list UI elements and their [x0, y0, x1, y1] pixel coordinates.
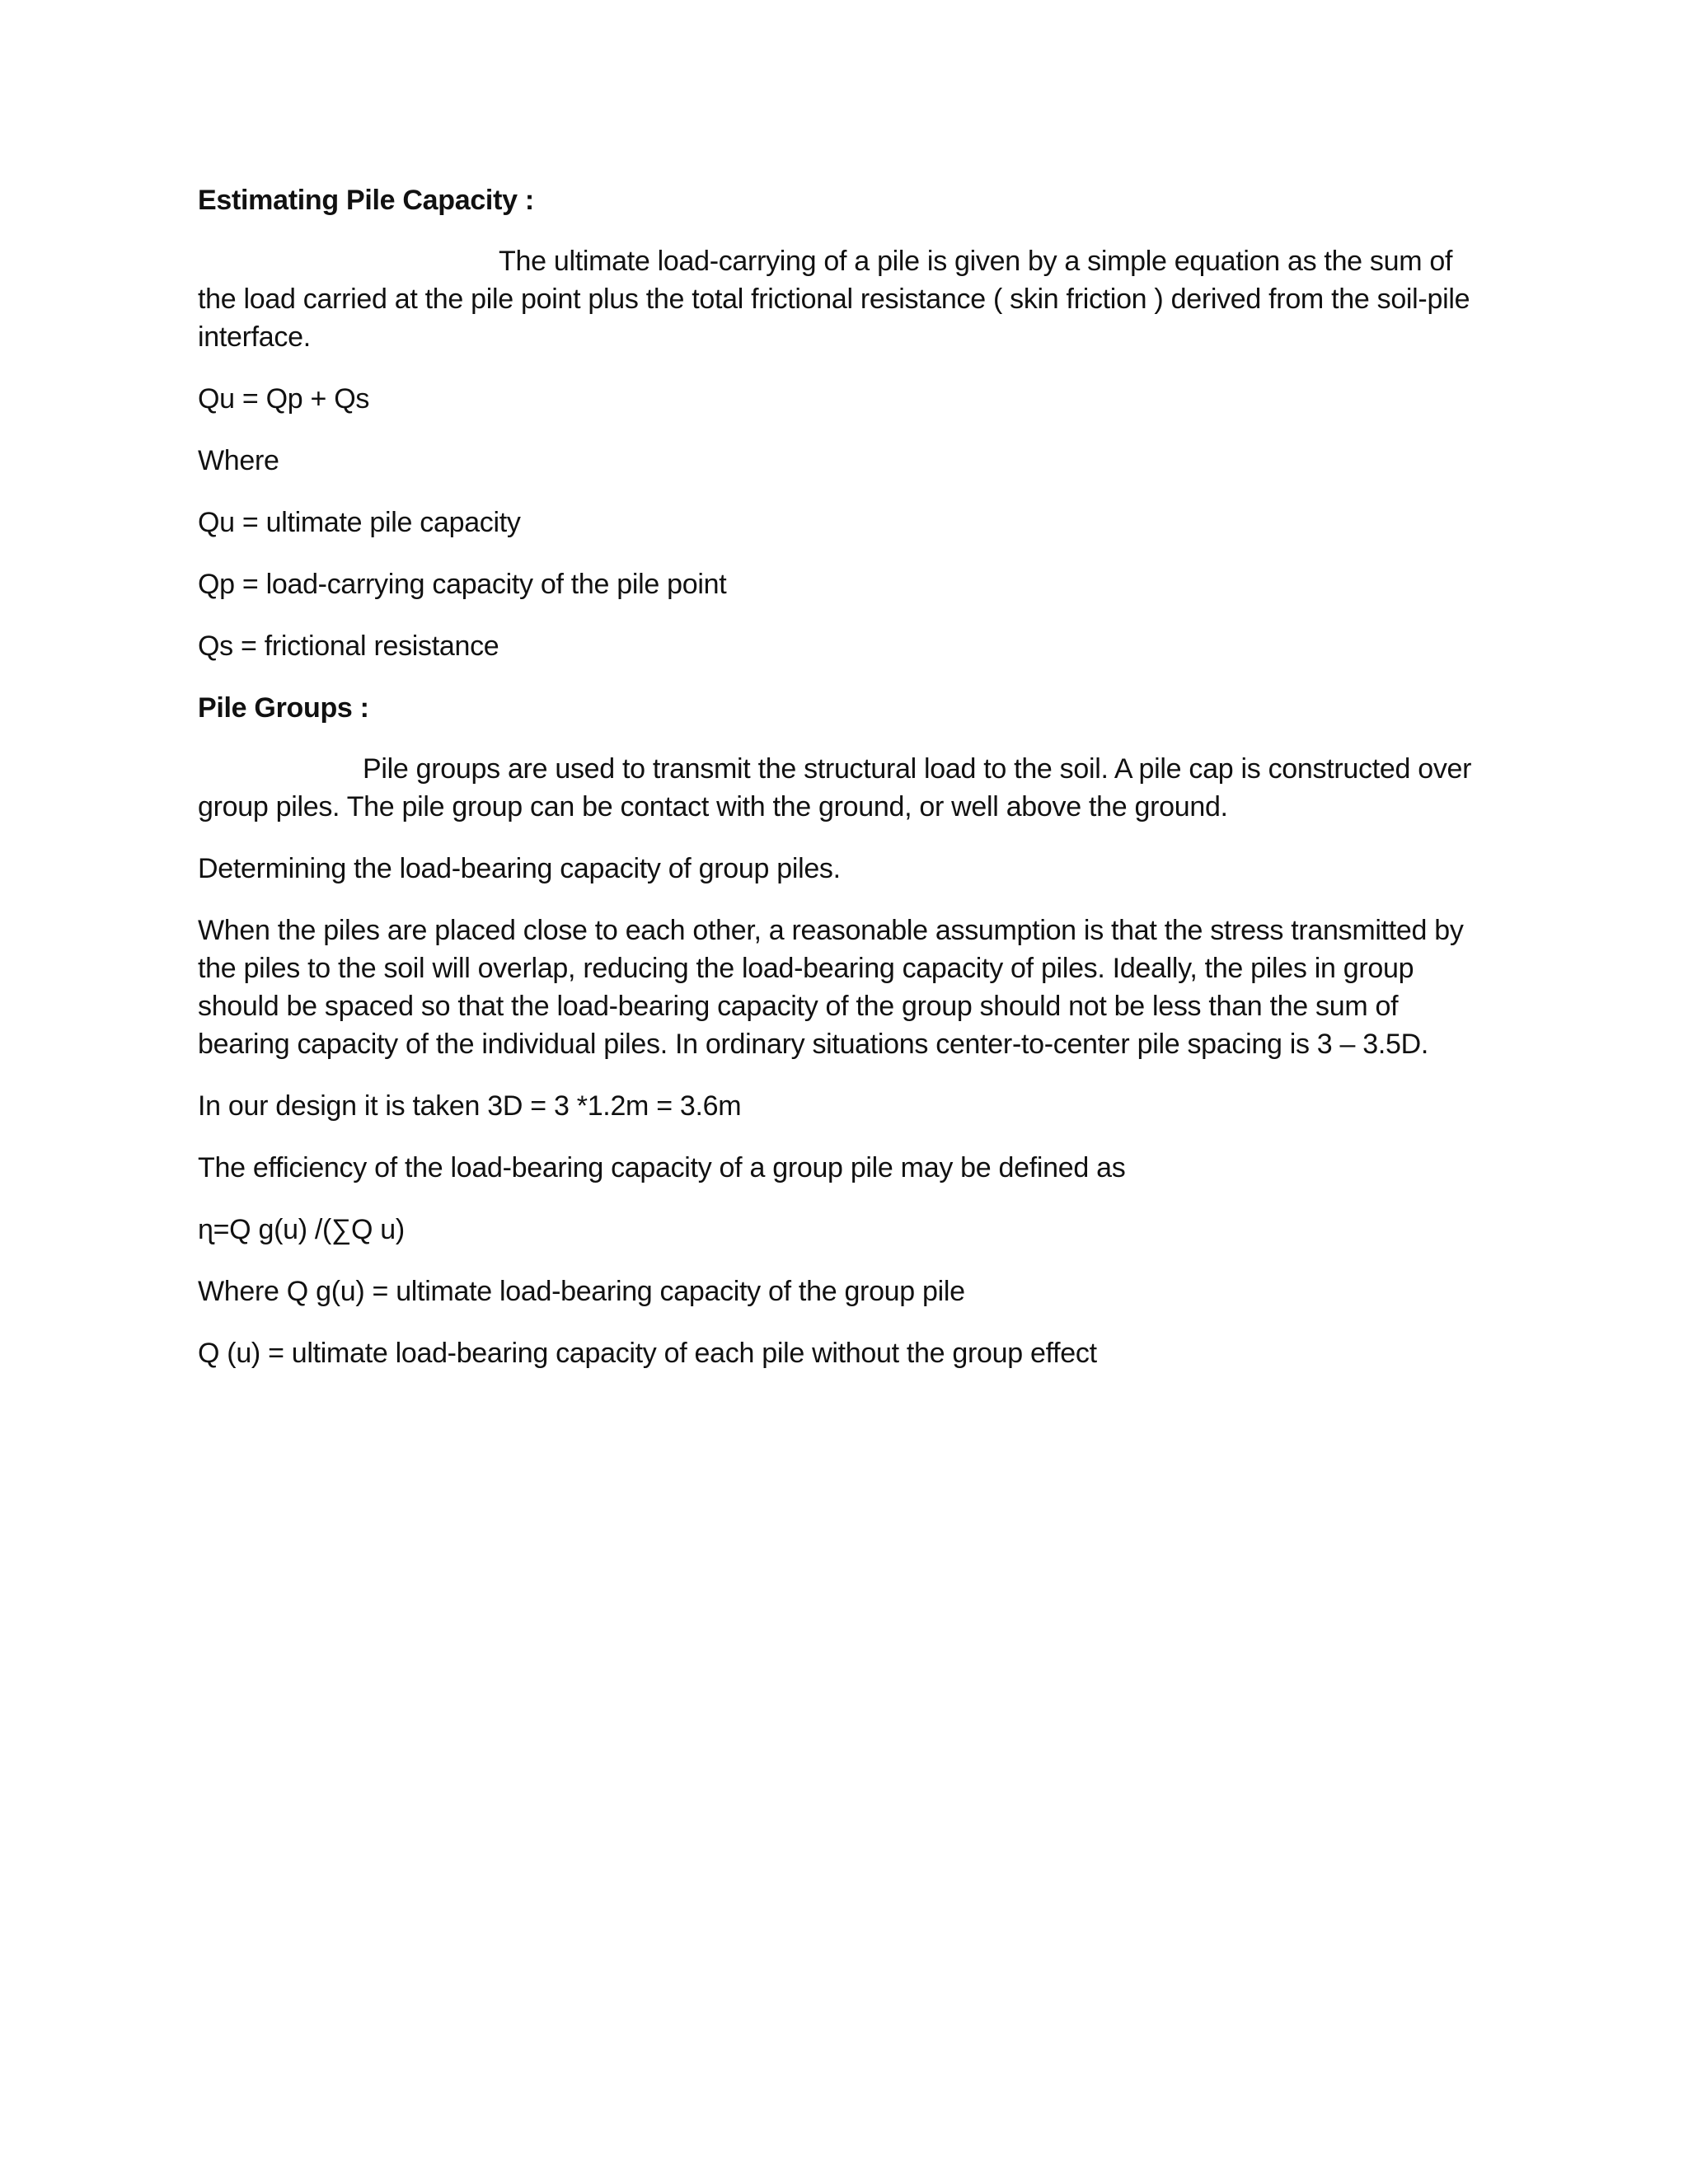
equation-eta: ɳ=Q g(u) /(∑Q u) [198, 1214, 405, 1245]
paragraph-design: In our design it is taken 3D = 3 *1.2m = 3.6m [198, 1090, 742, 1122]
paragraph-efficiency: The efficiency of the load-bearing capacity of a group pile may be defined as [198, 1152, 1126, 1183]
definition-qp: Qp = load-carrying capacity of the pile point [198, 569, 727, 600]
equation-qu: Qu = Qp + Qs [198, 383, 370, 415]
paragraph-pile-groups: Pile groups are used to transmit the structural load to the soil. A pile cap is constructed over group piles. The pile group can be contact with the ground, or well above the ground. [198, 753, 1472, 823]
definition-qgu: Where Q g(u) = ultimate load-bearing capacity of the group pile [198, 1276, 965, 1307]
definition-qu: Qu = ultimate pile capacity [198, 507, 521, 538]
section-heading-estimating: Estimating Pile Capacity : [198, 185, 534, 216]
where-label: Where [198, 445, 279, 476]
paragraph-determining: Determining the load-bearing capacity of group piles. [198, 853, 841, 884]
section-heading-pile-groups: Pile Groups : [198, 692, 369, 724]
definition-qs: Qs = frictional resistance [198, 630, 499, 662]
definition-qu-each: Q (u) = ultimate load-bearing capacity of each pile without the group effect [198, 1338, 1097, 1369]
paragraph-intro: The ultimate load-carrying of a pile is given by a simple equation as the sum of the load carried at the pile point plus the total frictional resistance ( skin friction ) derived from the soil-pile interface. [198, 246, 1470, 353]
paragraph-spacing: When the piles are placed close to each other, a reasonable assumption is that the stress transmitted by the piles to the soil will overlap, reducing the load-bearing capacity of piles. Ideally, the piles in group should be spaced so that the load-bearing capacity of the group should not be less than the sum of bearing capacity of the individual piles. In ordinary situations center-to-center pile spacing is 3 – 3.5D. [198, 915, 1464, 1060]
document-page [198, 181, 1492, 1396]
